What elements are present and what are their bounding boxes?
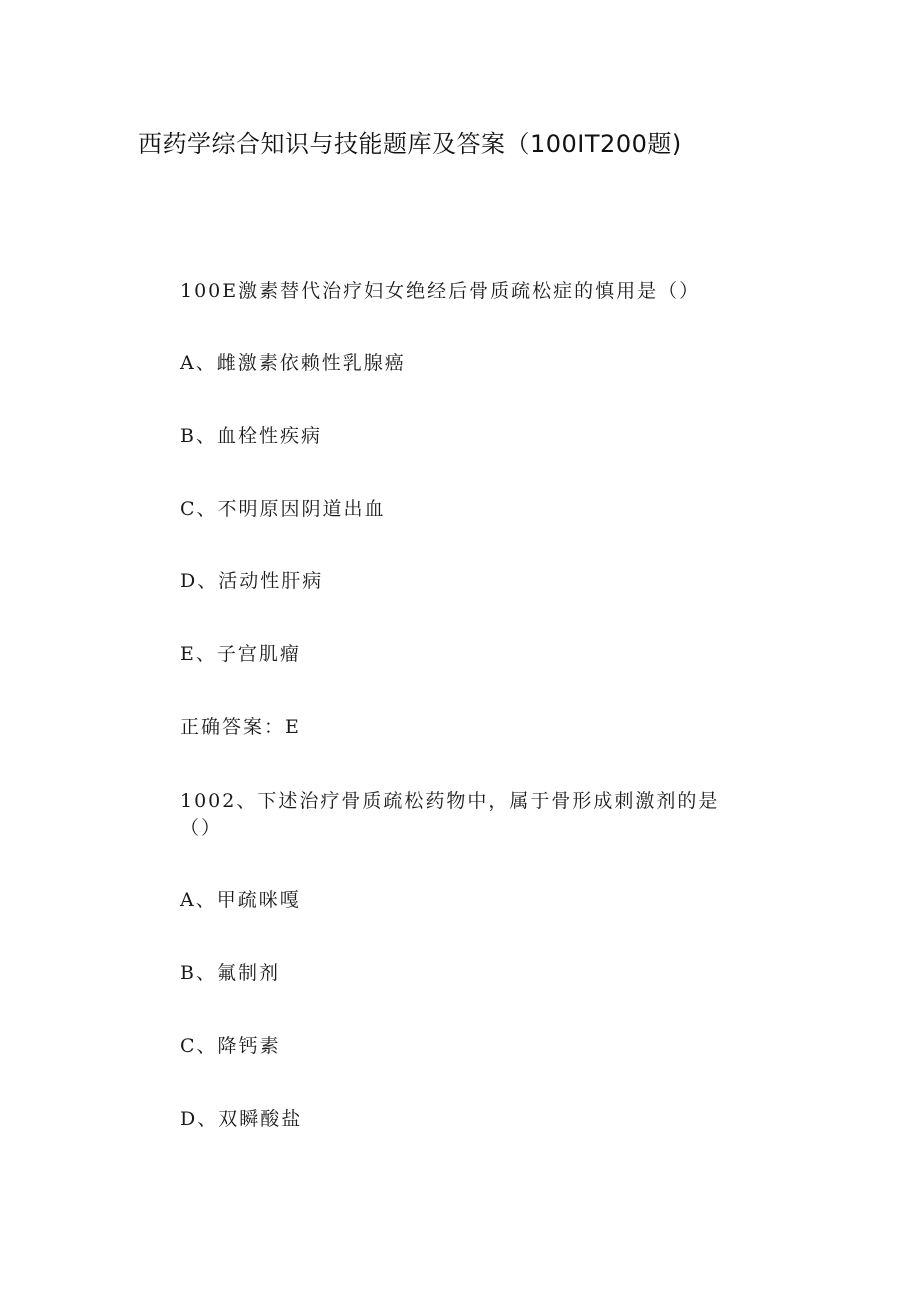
question-2-option-b: B、氟制剂 xyxy=(180,962,280,984)
question-1-option-b: B、血栓性疾病 xyxy=(180,425,322,447)
question-2-option-d: D、双瞬酸盐 xyxy=(180,1108,303,1130)
document-title: 西药学综合知识与技能题库及答案（100IT200题) xyxy=(138,130,682,158)
question-1-option-e: E、子宫肌瘤 xyxy=(180,643,301,665)
question-1-option-c: C、不明原因阴道出血 xyxy=(180,498,386,520)
question-1-answer: 正确答案：E xyxy=(180,716,301,738)
question-2-stem-line-1: 1002、下述治疗骨质疏松药物中，属于骨形成刺激剂的是 xyxy=(180,790,720,812)
question-1-option-d: D、活动性肝病 xyxy=(180,570,324,592)
question-2-option-a: A、甲疏咪嘎 xyxy=(180,889,301,911)
question-1-option-a: A、雌激素依赖性乳腺癌 xyxy=(180,352,406,374)
question-1-stem: 100E激素替代治疗妇女绝经后骨质疏松症的慎用是（） xyxy=(180,280,701,302)
question-2-stem-line-2: （） xyxy=(180,817,223,839)
question-2-option-c: C、降钙素 xyxy=(180,1035,281,1057)
